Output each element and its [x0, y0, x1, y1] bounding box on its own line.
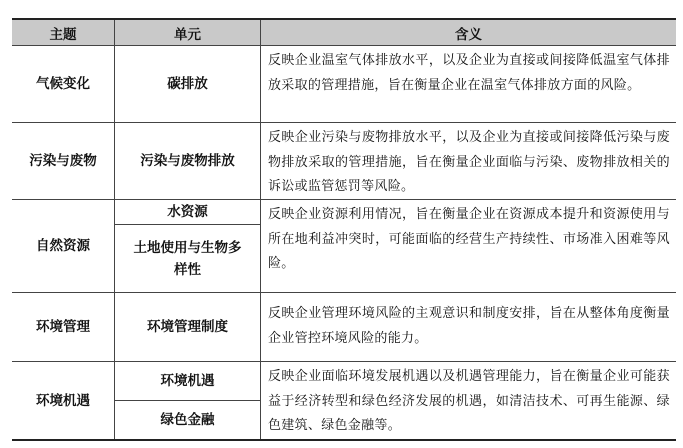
unit-cell: 碳排放	[114, 46, 260, 122]
unit-cell: 污染与废物排放	[114, 123, 260, 199]
table-header-row	[12, 20, 676, 45]
theme-cell: 自然资源	[36, 238, 90, 254]
theme-cell: 环境机遇	[36, 392, 90, 409]
header-theme: 主题	[49, 26, 77, 43]
table-row	[12, 293, 676, 361]
table-row	[12, 362, 676, 439]
unit-cell-group	[114, 200, 260, 292]
table-row	[12, 46, 676, 122]
unit-cell: 土地使用与生物多样性	[133, 239, 242, 278]
meaning-cell: 反映企业面临环境发展机遇以及机遇管理能力，旨在衡量企业可能获益于经济转型和绿色经济发展的机遇，如清洁技术、可再生能源、绿色建筑、绿色金融等。	[260, 362, 676, 439]
header-meaning: 含义	[260, 20, 676, 45]
unit-cell: 水资源	[167, 204, 208, 220]
unit-cell: 环境机遇	[160, 373, 215, 389]
unit-cell: 绿色金融	[160, 412, 215, 428]
table-row	[12, 123, 676, 199]
unit-cell: 环境管理制度	[114, 293, 260, 361]
theme-cell: 气候变化	[36, 76, 90, 92]
esg-environment-table	[12, 18, 676, 441]
header-unit: 单元	[114, 20, 260, 45]
theme-cell: 环境管理	[36, 319, 90, 335]
meaning-cell: 反映企业资源利用情况，旨在衡量企业在资源成本提升和资源使用与所在地利益冲突时，可能面临的经营生产持续性、市场准入困难等风险。	[260, 200, 676, 292]
table-row	[12, 200, 676, 292]
theme-cell: 污染与废物	[29, 153, 97, 169]
meaning-cell: 反映企业温室气体排放水平，以及企业为直接或间接降低温室气体排放采取的管理措施，旨在衡量企业在温室气体排放方面的风险。	[260, 46, 676, 122]
divider	[114, 400, 260, 401]
meaning-cell: 反映企业管理环境风险的主观意识和制度安排，旨在从整体角度衡量企业管控环境风险的能力。	[260, 293, 676, 361]
meaning-cell: 反映企业污染与废物排放水平，以及企业为直接或间接降低污染与废物排放采取的管理措施，旨在衡量企业面临与污染、废物排放相关的诉讼或监管惩罚等风险。	[260, 123, 676, 199]
divider	[114, 224, 260, 225]
